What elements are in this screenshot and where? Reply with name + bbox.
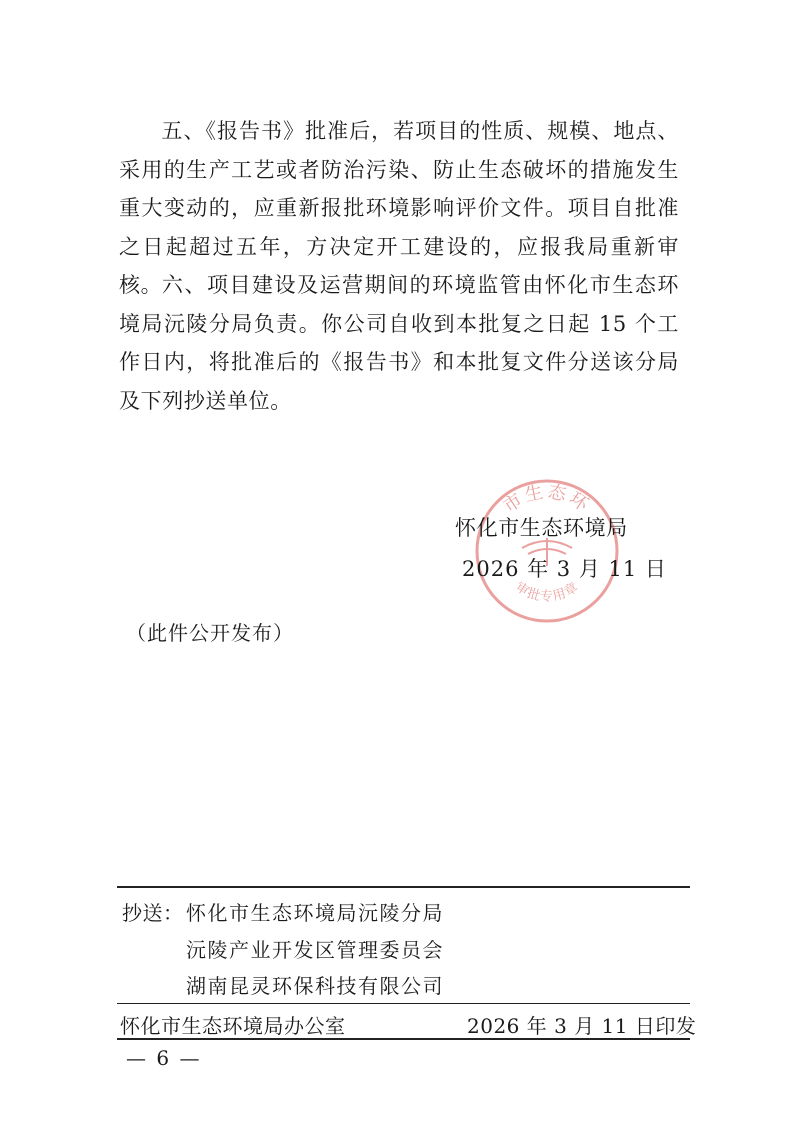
- cc-recipient: 沅陵产业开发区管理委员会: [186, 938, 444, 962]
- page-number: — 6 —: [126, 1046, 202, 1070]
- body-paragraph-6: [119, 266, 679, 420]
- paragraph-6-text: 六、项目建设及运营期间的环境监管由怀化市生态环境局沅陵分局负责。你公司自收到本批复之日起 15 个工作日内，将批准后的《报告书》和本批复文件分送该分局及下列抄送单位。: [119, 273, 679, 413]
- cc-label: 抄送：: [122, 901, 184, 925]
- official-seal: [472, 476, 622, 626]
- cc-bottom-rule: [117, 1003, 690, 1004]
- public-release-note: （此件公开发布）: [126, 621, 294, 645]
- footer-bottom-rule: [117, 1038, 690, 1040]
- signature-date: 2026 年 3 月 11 日: [462, 557, 667, 581]
- signature-organization: 怀化市生态环境局: [455, 516, 628, 540]
- cc-top-rule: [117, 886, 690, 888]
- cc-recipient: 怀化市生态环境局沅陵分局: [186, 901, 444, 925]
- seal-bottom-text: 审批专用章: [512, 579, 582, 605]
- paragraph-5-text: 五、《报告书》批准后，若项目的性质、规模、地点、采用的生产工艺或者防治污染、防止生态破坏的措施发生重大变动的，应重新报批环境影响评价文件。项目自批准之日起超过五年，方决定开工建设的，应报我局重新审核。: [119, 119, 679, 297]
- cc-recipient: 湖南昆灵环保科技有限公司: [186, 974, 444, 998]
- issuing-office: 怀化市生态环境局办公室: [120, 1014, 346, 1038]
- seal-top-text: 市生态环: [499, 481, 595, 518]
- print-date: 2026 年 3 月 11 日印发: [467, 1014, 697, 1038]
